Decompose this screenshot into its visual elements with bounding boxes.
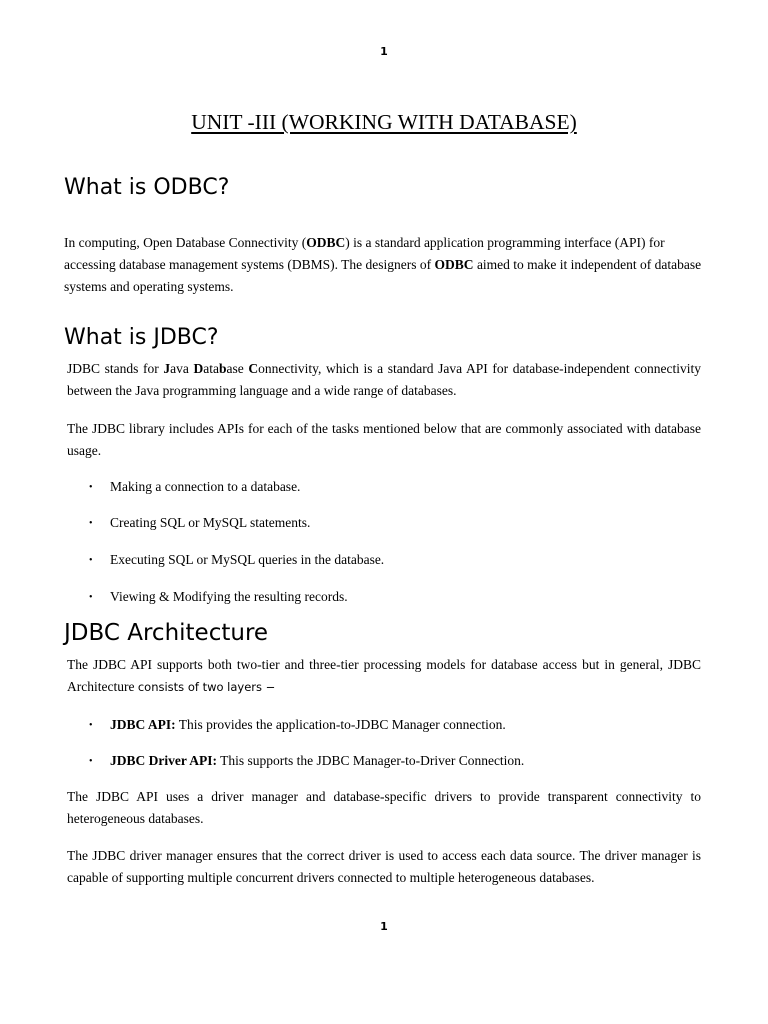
odbc-paragraph: In computing, Open Database Connectivity (ODBC) is a standard application programming interface (API) for accessing database management systems (DBMS). The designers of ODBC aimed to make it independent of database systems and operating systems. <box>64 235 702 294</box>
list-item: • Executing SQL or MySQL queries in the database. <box>89 549 384 572</box>
unit-title: UNIT -III (WORKING WITH DATABASE) <box>191 110 577 134</box>
architecture-heading: JDBC Architecture <box>64 620 269 646</box>
bullet-icon: • <box>89 720 93 731</box>
jdbc-definition-paragraph: JDBC stands for Java Database Connectivity, which is a standard Java API for database-independent connectivity between the Java programming language and a wide range of databases. <box>67 361 701 398</box>
architecture-paragraph: The JDBC API supports both two-tier and three-tier processing models for database access but in general, JDBC Architecture consists of two layers − <box>67 657 701 694</box>
driver-manager-paragraph: The JDBC API uses a driver manager and database-specific drivers to provide transparent connectivity to heterogeneous databases. <box>67 789 701 826</box>
page-number-top: 1 <box>380 45 388 58</box>
list-item: • Viewing & Modifying the resulting records. <box>89 586 348 609</box>
odbc-heading: What is ODBC? <box>64 175 230 200</box>
list-item: • JDBC API: This provides the application-to-JDBC Manager connection. <box>89 714 506 737</box>
bullet-icon: • <box>89 555 93 566</box>
jdbc-library-paragraph: The JDBC library includes APIs for each of the tasks mentioned below that are commonly associated with database usage. <box>67 421 701 458</box>
driver-manager-detail-paragraph: The JDBC driver manager ensures that the correct driver is used to access each data source. The driver manager is capable of supporting multiple concurrent drivers connected to multiple heterogeneous databases. <box>67 848 701 885</box>
list-item: • JDBC Driver API: This supports the JDBC Manager-to-Driver Connection. <box>89 750 524 773</box>
bullet-icon: • <box>89 518 93 529</box>
bullet-icon: • <box>89 482 93 493</box>
bullet-icon: • <box>89 756 93 767</box>
list-item: • Creating SQL or MySQL statements. <box>89 512 310 535</box>
jdbc-heading: What is JDBC? <box>64 325 219 350</box>
bullet-icon: • <box>89 592 93 603</box>
list-item: • Making a connection to a database. <box>89 476 300 499</box>
page-number-bottom: 1 <box>380 920 388 933</box>
